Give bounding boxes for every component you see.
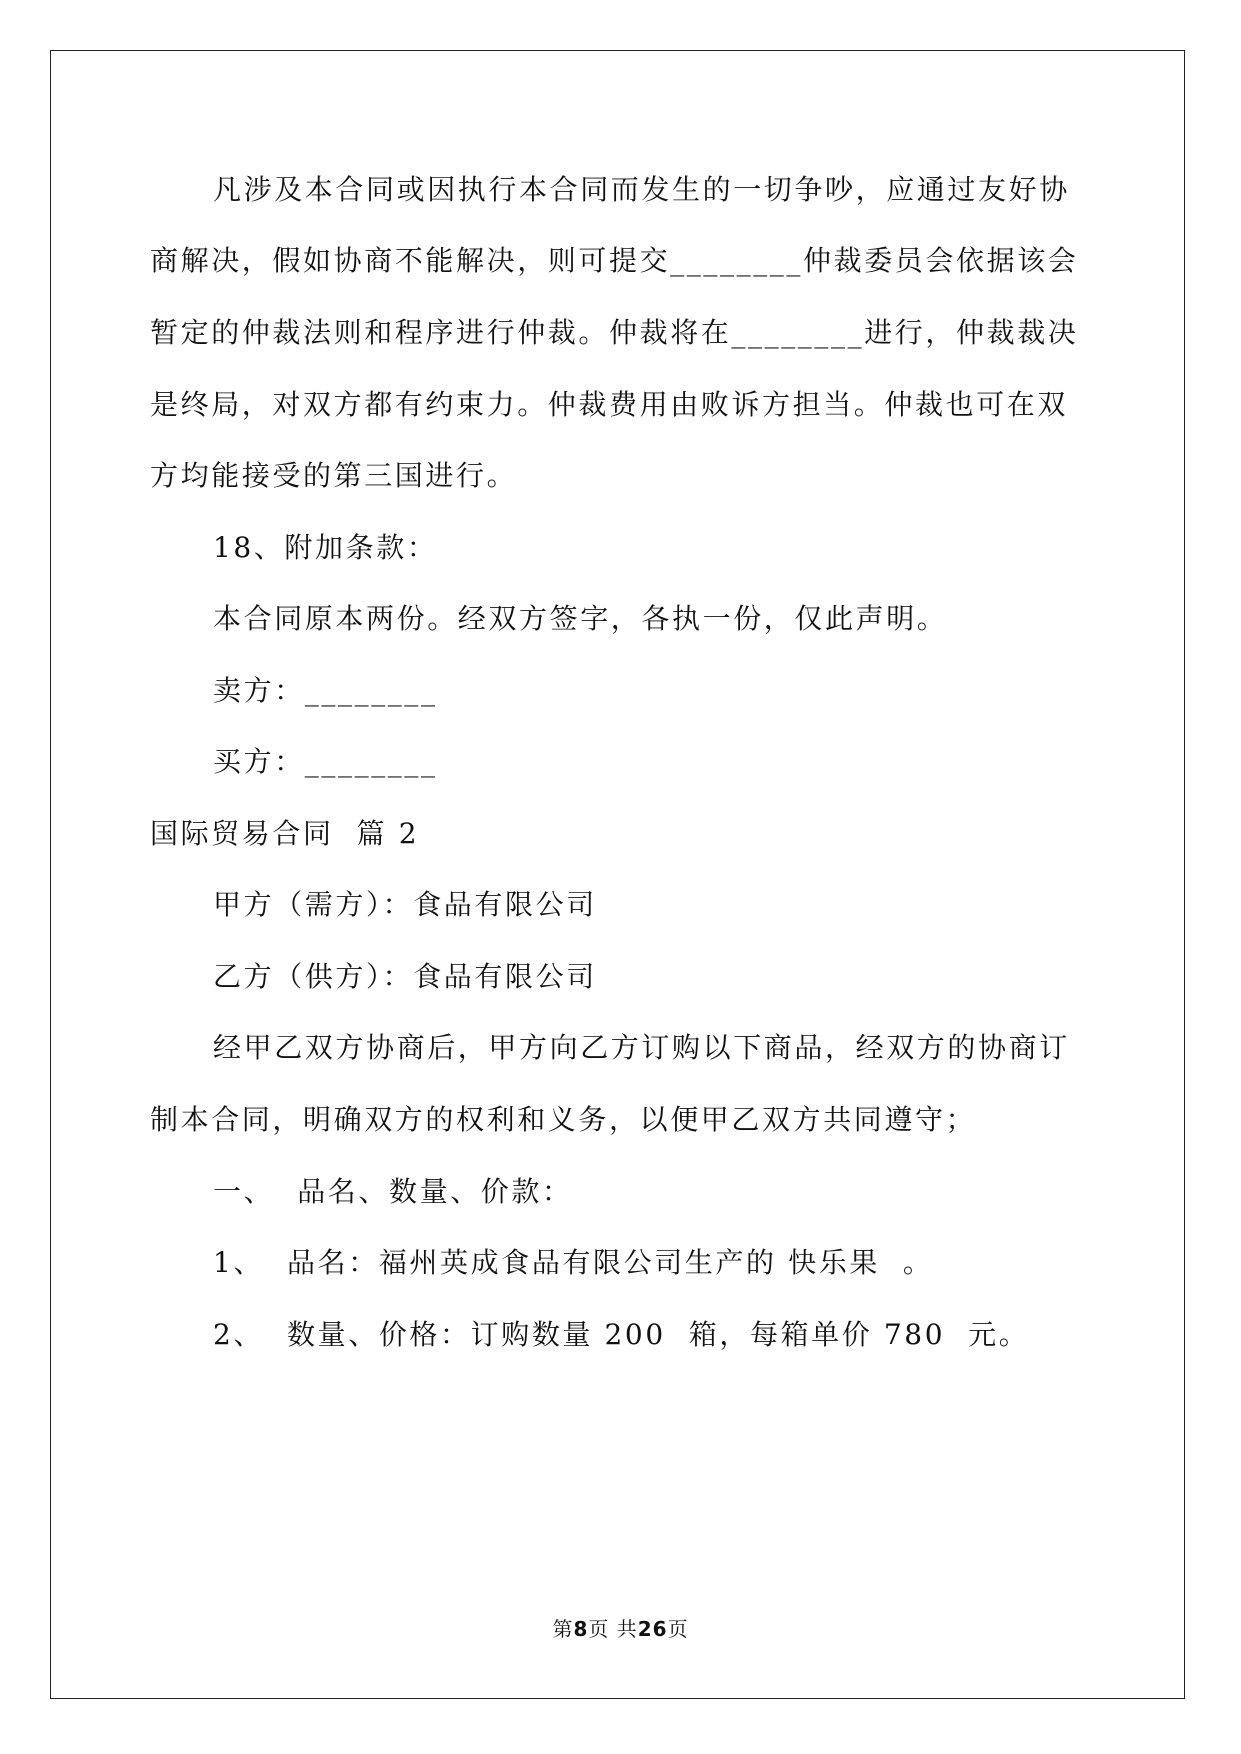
- section-heading-18: 18、附加条款：: [213, 531, 438, 564]
- seller-signature-line: 卖方：________: [213, 674, 438, 707]
- text-line-2: 商解决，假如协商不能解决，则可提交________仲裁委员会依据该会: [150, 244, 1079, 277]
- text-line-3: 暂定的仲裁法则和程序进行仲裁。仲裁将在________进行，仲裁裁决: [150, 316, 1079, 349]
- page-border: [50, 50, 1185, 1699]
- party-b-line: 乙方（供方）：食品有限公司: [213, 960, 597, 993]
- clause-heading-1: 一、 品名、数量、价款：: [213, 1175, 573, 1208]
- text-line-13: 经甲乙双方协商后，甲方向乙方订购以下商品，经双方的协商订: [213, 1031, 1070, 1064]
- text-line-14: 制本合同，明确双方的权利和义务，以便甲乙双方共同遵守；: [150, 1103, 977, 1136]
- contract-title-2: 国际贸易合同 篇 2: [150, 817, 420, 850]
- text-line-7: 本合同原本两份。经双方签字，各执一份，仅此声明。: [213, 602, 948, 635]
- footer-suffix: 页: [667, 1617, 689, 1641]
- buyer-signature-line: 买方：________: [213, 745, 438, 778]
- clause-item-2: 2、 数量、价格：订购数量 200 箱，每箱单价 780 元。: [213, 1318, 1030, 1351]
- page-footer: [0, 1617, 1241, 1641]
- footer-prefix: 第: [552, 1617, 574, 1641]
- clause-item-1: 1、 品名：福州英成食品有限公司生产的 快乐果 。: [213, 1246, 934, 1279]
- footer-page-number: 8: [573, 1617, 589, 1641]
- footer-mid: 页 共: [588, 1617, 638, 1641]
- text-line-1: 凡涉及本合同或因执行本合同而发生的一切争吵，应通过友好协: [213, 173, 1070, 206]
- text-line-5: 方均能接受的第三国进行。: [150, 459, 518, 492]
- footer-total-pages: 26: [637, 1617, 668, 1641]
- party-a-line: 甲方（需方）：食品有限公司: [213, 888, 597, 921]
- text-line-4: 是终局，对双方都有约束力。仲裁费用由败诉方担当。仲裁也可在双: [150, 388, 1069, 421]
